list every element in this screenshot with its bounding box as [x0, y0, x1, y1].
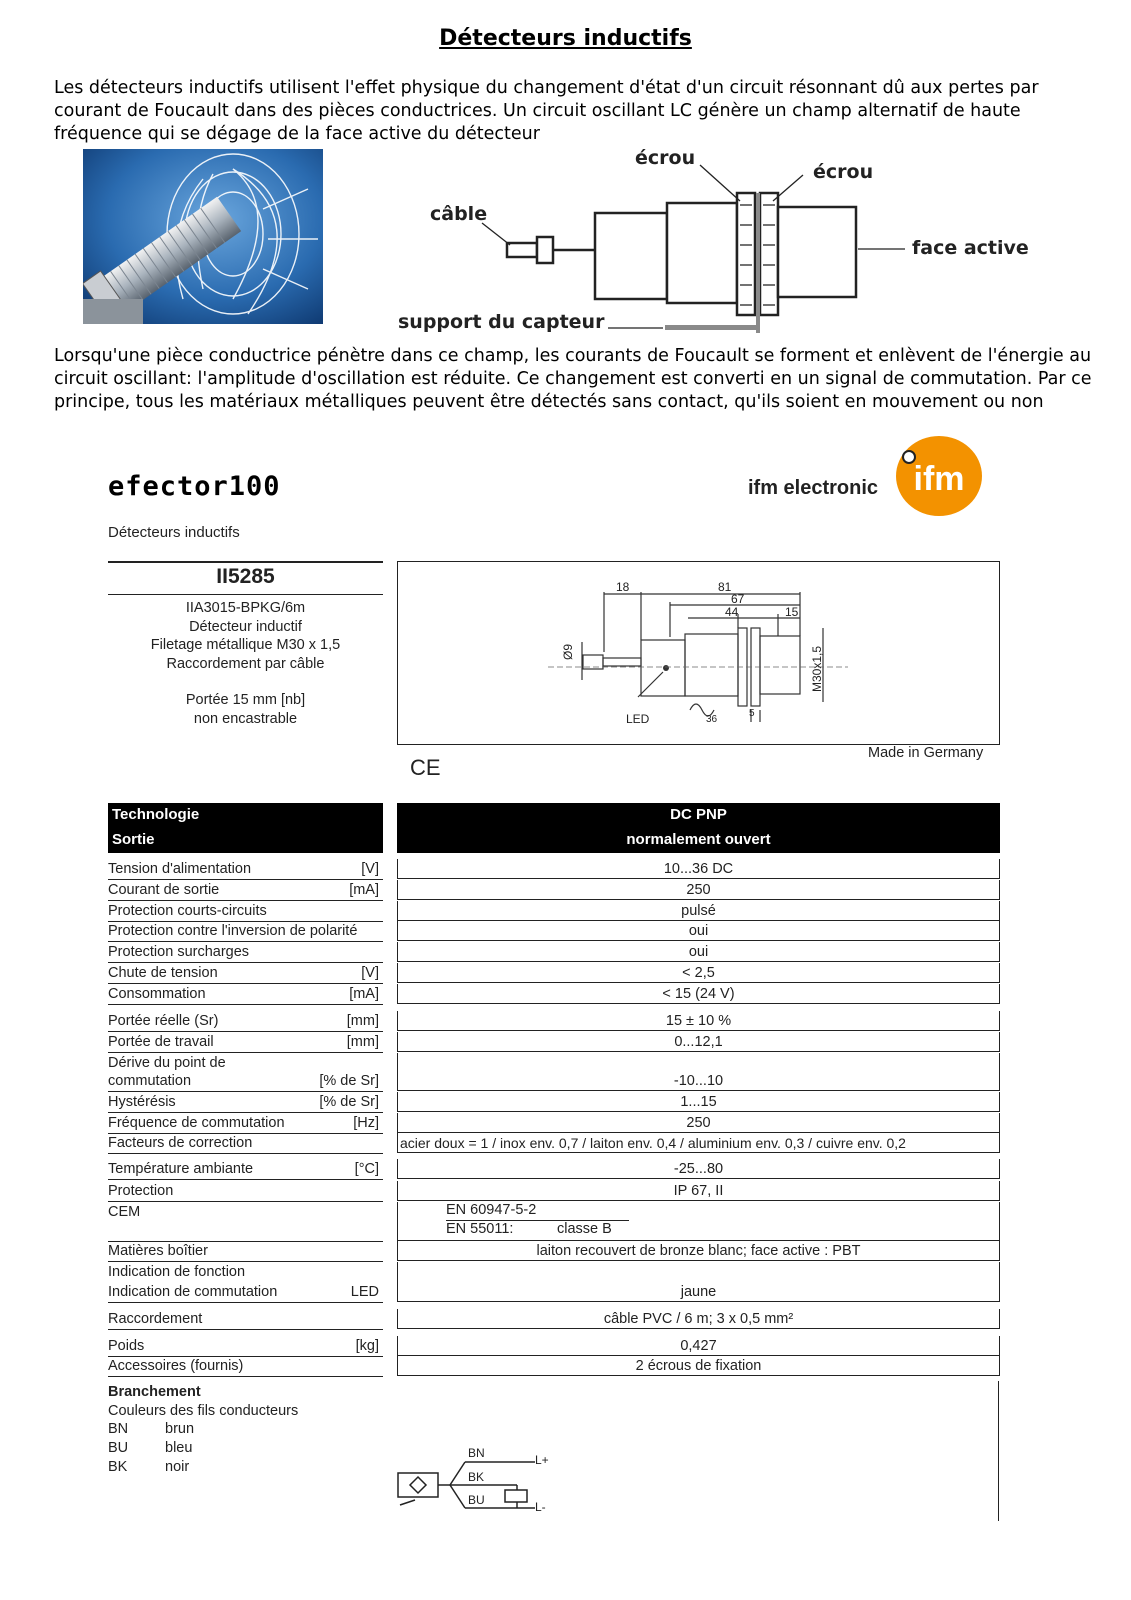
svg-text:ifm: ifm — [913, 460, 965, 498]
spec-label: Protection — [108, 1183, 174, 1199]
wire-diag-lminus: L- — [535, 1500, 546, 1514]
spec-unit: [°C] — [354, 1161, 379, 1177]
spec-value: oui — [397, 921, 1000, 941]
model-line: Filetage métallique M30 x 1,5 — [150, 637, 341, 653]
spec-label-row — [108, 1159, 383, 1180]
spec-value: 0...12,1 — [397, 1032, 1000, 1052]
wire-colors-title: Couleurs des fils conducteurs — [108, 1403, 299, 1419]
spec-label-row — [108, 1262, 383, 1282]
spec-value: 1...15 — [397, 1092, 1000, 1112]
spec-label: Portée de travail — [108, 1034, 214, 1050]
spec-unit: [V] — [361, 861, 379, 877]
spec-value — [397, 1053, 1000, 1073]
efector-logo: efector100 — [108, 471, 281, 502]
spec-value: 15 ± 10 % — [397, 1011, 1000, 1031]
wire-color-bleu: bleu — [165, 1440, 193, 1456]
cable-label: câble — [430, 203, 488, 225]
spec-label-row — [108, 1336, 383, 1357]
wire-code-bk: BK — [108, 1459, 128, 1475]
spec-label-row — [108, 1241, 383, 1262]
spec-unit: [% de Sr] — [319, 1094, 379, 1110]
spec-unit: [V] — [361, 965, 379, 981]
spec-label: Indication de fonction — [108, 1264, 246, 1280]
spec-label-row — [108, 1282, 383, 1303]
spec-label-row — [108, 984, 383, 1005]
model-line: IIA3015-BPKG/6m — [185, 600, 306, 616]
spec-label: Consommation — [108, 986, 206, 1002]
range-line: non encastrable — [193, 710, 298, 727]
spec-label-row — [108, 1113, 383, 1134]
spec-label-row — [108, 901, 383, 922]
cem-class: classe B — [557, 1221, 612, 1237]
model-description — [108, 599, 383, 728]
face-active-label: face active — [912, 237, 1029, 259]
spec-label: Portée réelle (Sr) — [108, 1013, 219, 1029]
wire-color-noir: noir — [165, 1459, 190, 1475]
spec-label: Température ambiante — [108, 1161, 254, 1177]
spec-value: 0,427 — [397, 1336, 1000, 1356]
model-rule-top — [108, 561, 383, 563]
ce-mark: CE — [410, 755, 441, 780]
dim-5: 5 — [749, 708, 755, 719]
spec-label-row — [108, 1309, 383, 1330]
spec-label: Facteurs de correction — [108, 1135, 253, 1151]
spec-value: 2 écrous de fixation — [397, 1356, 1000, 1376]
spec-value: 10...36 DC — [397, 859, 1000, 879]
spec-label: Protection surcharges — [108, 944, 250, 960]
spec-value: jaune — [397, 1282, 1000, 1302]
header-right-bar — [397, 803, 1000, 853]
spec-label: Raccordement — [108, 1311, 203, 1327]
spec-value: -25...80 — [397, 1159, 1000, 1179]
spec-label: Matières boîtier — [108, 1243, 208, 1259]
dim-44: 44 — [725, 605, 739, 619]
made-in: Made in Germany — [868, 745, 984, 761]
spec-label-row — [108, 1181, 383, 1202]
wire-diag-lplus: L+ — [535, 1453, 549, 1467]
spec-value: -10...10 — [397, 1071, 1000, 1091]
spec-label: Accessoires (fournis) — [108, 1358, 244, 1374]
header-sortie: Sortie — [112, 831, 155, 848]
range-line: Portée 15 mm [nb] — [185, 692, 306, 708]
spec-value: laiton recouvert de bronze blanc; face active : PBT — [397, 1241, 1000, 1261]
spec-label: Hystérésis — [108, 1094, 176, 1110]
spec-value: < 15 (24 V) — [397, 984, 1000, 1004]
dim-thread: M30x1,5 — [810, 645, 824, 692]
spec-label: commutation — [108, 1073, 192, 1089]
spec-label: Protection contre l'inversion de polarité — [108, 923, 358, 939]
branchement-title: Branchement — [108, 1384, 201, 1400]
dim-18: 18 — [616, 580, 630, 594]
spec-label-row — [108, 1133, 383, 1154]
cem-en55011: EN 55011: — [446, 1221, 514, 1237]
spec-label-row — [108, 1356, 383, 1377]
spec-unit: LED — [350, 1284, 379, 1300]
wire-diag-bk: BK — [468, 1470, 485, 1484]
wire-diag-bn: BN — [468, 1446, 485, 1460]
spec-label: Courant de sortie — [108, 882, 220, 898]
spec-value: acier doux = 1 / inox env. 0,7 / laiton env. 0,4 / aluminium env. 0,3 / cuivre env. 0,2 — [397, 1133, 1000, 1153]
dim-67: 67 — [731, 592, 745, 606]
cem-en60947: EN 60947-5-2 — [446, 1202, 537, 1218]
intro-paragraph: Les détecteurs inductifs utilisent l'effet physique du changement d'état d'un circuit résonnant dû aux pertes par courant de Foucault dans des pièces conductrices. Un circuit oscillant LC génère un champ alternatif de haute fréquence qui se dégage de la face active du détecteur — [54, 78, 1039, 144]
sensor-photo — [83, 149, 323, 324]
wire-diag-bu: BU — [468, 1493, 485, 1507]
spec-label-row — [108, 1092, 383, 1113]
spec-unit: [mm] — [346, 1013, 379, 1029]
spec-label-row — [108, 880, 383, 901]
spec-label: Dérive du point de — [108, 1055, 226, 1071]
spec-value: pulsé — [397, 901, 1000, 921]
spec-label-row — [108, 921, 383, 942]
spec-value: < 2,5 — [397, 963, 1000, 983]
dim-15: 15 — [785, 605, 799, 619]
spec-label-row — [108, 859, 383, 880]
spec-value: 250 — [397, 1113, 1000, 1133]
support-label: support du capteur — [398, 311, 605, 333]
mounting-diagram — [395, 145, 1035, 340]
header-output-type: normalement ouvert — [626, 831, 771, 848]
spec-label-row — [108, 1071, 383, 1092]
model-code: II5285 — [216, 565, 275, 588]
dim-diameter: Ø9 — [561, 643, 575, 660]
nut-label-left: écrou — [635, 147, 696, 169]
wire-code-bn: BN — [108, 1421, 129, 1437]
spec-unit: [% de Sr] — [319, 1073, 379, 1089]
page-title: Détecteurs inductifs — [439, 26, 692, 51]
header-left-bar — [108, 803, 383, 853]
cem-rule — [446, 1220, 629, 1221]
spec-unit: [mA] — [349, 986, 379, 1002]
spec-label: CEM — [108, 1204, 141, 1220]
explanation-paragraph: Lorsqu'une pièce conductrice pénètre dans ce champ, les courants de Foucault se forment et enlèvent de l'énergie au circuit oscillant: l'amplitude d'oscillation est réduite. Ce changement est converti en un signal de commutation. Par ce principe, tous les matériaux métalliques peuvent être détectés sans contact, qu'ils soient en mouvement ou non — [54, 346, 1092, 412]
dim-81: 81 — [718, 580, 732, 594]
spec-label: Indication de commutation — [108, 1284, 278, 1300]
wiring-diagram — [395, 1440, 565, 1520]
spec-unit: [Hz] — [353, 1115, 379, 1131]
sheet-subtitle: Détecteurs inductifs — [108, 524, 240, 541]
spec-label-row — [108, 1032, 383, 1053]
ifm-logo — [893, 435, 983, 517]
spec-unit: [mm] — [346, 1034, 379, 1050]
company-name: ifm electronic — [748, 477, 879, 499]
wrench-size: 36 — [706, 714, 718, 725]
model-line: Détecteur inductif — [189, 618, 302, 635]
spec-unit: [mA] — [349, 882, 379, 898]
spec-label: Fréquence de commutation — [108, 1115, 285, 1131]
header-technologie: Technologie — [112, 806, 200, 823]
spec-label-row — [108, 942, 383, 963]
spec-value — [397, 1262, 1000, 1282]
model-rule-bottom — [108, 594, 383, 595]
spec-label: Tension d'alimentation — [108, 861, 252, 877]
spec-value: IP 67, II — [397, 1181, 1000, 1201]
spec-value: 250 — [397, 880, 1000, 900]
model-line: Raccordement par câble — [166, 655, 325, 672]
spec-label-row — [108, 1202, 383, 1242]
dimension-drawing — [397, 561, 1000, 745]
led-label: LED — [626, 712, 650, 726]
spec-label-row — [108, 963, 383, 984]
spec-label-row — [108, 1053, 383, 1073]
spec-label: Chute de tension — [108, 965, 218, 981]
spec-value: oui — [397, 942, 1000, 962]
spec-unit: [kg] — [355, 1338, 379, 1354]
spec-value: câble PVC / 6 m; 3 x 0,5 mm² — [397, 1309, 1000, 1329]
spec-label-row — [108, 1011, 383, 1032]
header-dc-pnp: DC PNP — [670, 806, 727, 823]
spec-label: Protection courts-circuits — [108, 903, 267, 919]
spec-label: Poids — [108, 1338, 145, 1354]
right-border-line — [998, 1381, 999, 1521]
nut-label-right: écrou — [813, 161, 874, 183]
wire-code-bu: BU — [108, 1440, 129, 1456]
wire-color-brun: brun — [165, 1421, 195, 1437]
